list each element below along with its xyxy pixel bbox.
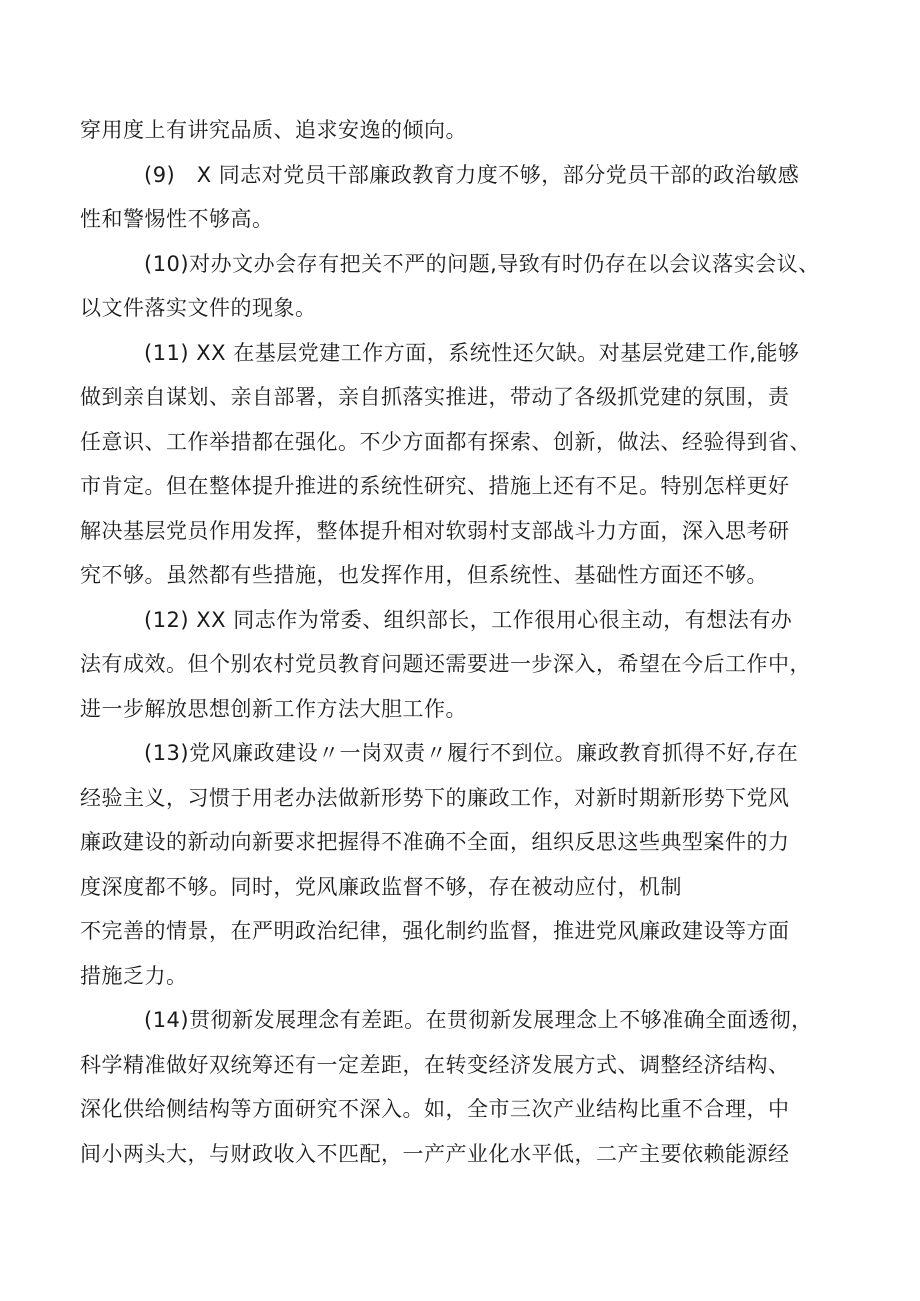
text-line: 法有成效。但个别农村党员教育问题还需要进一步深入，希望在今后工作中， bbox=[80, 652, 811, 676]
text-line: 不完善的情景，在严明政治纪律，强化制约监督，推进党风廉政建设等方面 bbox=[80, 919, 790, 943]
paragraph-12-line-1: (12) XX 同志作为常委、组织部长，工作很用心很主动，有想法有办 bbox=[144, 608, 793, 632]
paragraph-10-line-1: (10)对办文办会存有把关不严的问题,导致有时仍存在以会议落实会议、 bbox=[144, 252, 820, 276]
text-line: 度深度都不够。同时，党风廉政监督不够，存在被动应付，机制 bbox=[80, 875, 682, 899]
paragraph-13-line-1: (13)党风廉政建设〃一岗双责〃履行不到位。廉政教育抓得不好,存在 bbox=[144, 741, 799, 765]
text-line: 解决基层党员作用发挥，整体提升相对软弱村支部战斗力方面，深入思考研 bbox=[80, 519, 790, 543]
paragraph-14-line-1: (14)贯彻新发展理念有差距。在贯彻新发展理念上不够准确全面透彻， bbox=[144, 1008, 813, 1032]
text-line: 廉政建设的新动向新要求把握得不准确不全面，组织反思这些典型案件的力 bbox=[80, 830, 790, 854]
text-line: 市肯定。但在整体提升推进的系统性研究、措施上还有不足。特别怎样更好 bbox=[80, 474, 790, 498]
text-line: 经验主义，习惯于用老办法做新形势下的廉政工作，对新时期新形势下党风 bbox=[80, 786, 790, 810]
text-line: 以文件落实文件的现象。 bbox=[80, 296, 317, 320]
text-line: 任意识、工作举措都在强化。不少方面都有探索、创新，做法、经验得到省、 bbox=[80, 430, 811, 454]
text-line: 科学精准做好双统筹还有一定差距，在转变经济发展方式、调整经济结构、 bbox=[80, 1053, 790, 1077]
paragraph-9-line-1: (9) X 同志对党员干部廉政教育力度不够，部分党员干部的政治敏感 bbox=[144, 163, 800, 187]
text-line: 措施乏力。 bbox=[80, 964, 188, 988]
text-line: 间小两头大，与财政收入不匹配，一产产业化水平低，二产主要依赖能源经 bbox=[80, 1142, 790, 1166]
text-line: 进一步解放思想创新工作方法大胆工作。 bbox=[80, 697, 467, 721]
text-line: 穿用度上有讲究品质、追求安逸的倾向。 bbox=[80, 118, 467, 142]
paragraph-11-line-1: (11) XX 在基层党建工作方面，系统性还欠缺。对基层党建工作,能够 bbox=[144, 341, 800, 365]
text-line: 究不够。虽然都有些措施，也发挥作用，但系统性、基础性方面还不够。 bbox=[80, 563, 768, 587]
text-line: 做到亲自谋划、亲自部署，亲自抓落实推进，带动了各级抓党建的氛围，责 bbox=[80, 385, 790, 409]
text-line: 深化供给侧结构等方面研究不深入。如，全市三次产业结构比重不合理，中 bbox=[80, 1097, 790, 1121]
text-line: 性和警惕性不够高。 bbox=[80, 207, 274, 231]
